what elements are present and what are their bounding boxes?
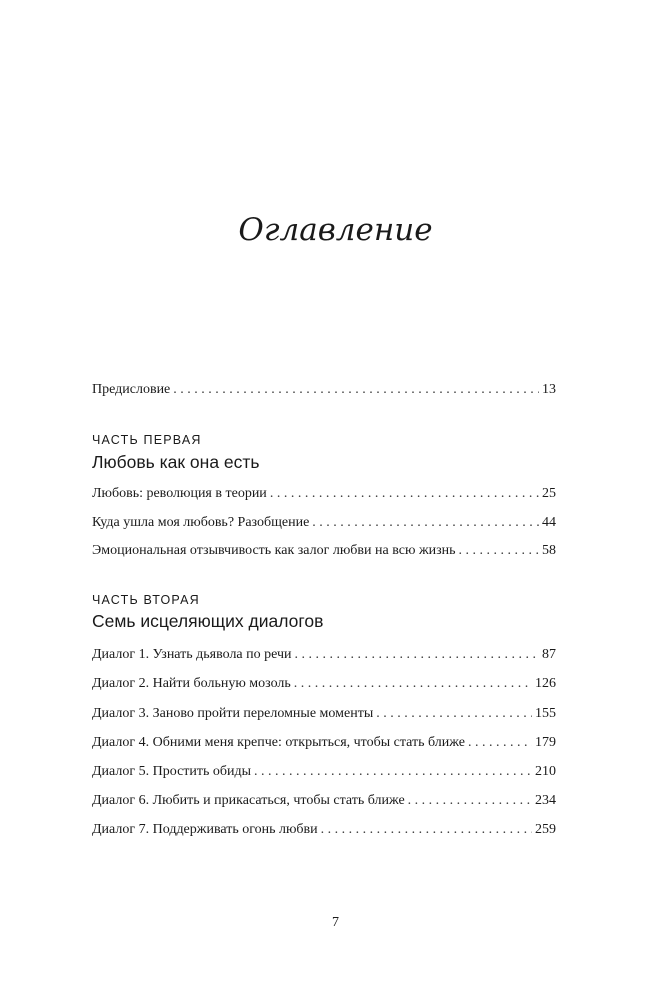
dot-leader bbox=[270, 484, 539, 504]
dot-leader bbox=[459, 541, 539, 561]
toc-entry[interactable] bbox=[92, 791, 556, 811]
entry-page-number: 13 bbox=[542, 382, 556, 397]
entry-label: Диалог 1. Узнать дьявола по речи bbox=[92, 647, 292, 662]
entry-label: Предисловие bbox=[92, 382, 171, 397]
entry-page-number: 44 bbox=[542, 515, 556, 530]
part-2-label: ЧАСТЬ ВТОРАЯ bbox=[92, 593, 200, 607]
entry-page-number: 58 bbox=[542, 543, 556, 558]
entry-label: Диалог 4. Обними меня крепче: открыться, чтобы стать ближе bbox=[92, 735, 465, 750]
dot-leader bbox=[312, 513, 539, 533]
entry-label: Эмоциональная отзывчивость как залог любви на всю жизнь bbox=[92, 543, 456, 558]
entry-page-number: 234 bbox=[535, 793, 556, 808]
dot-leader bbox=[468, 733, 532, 753]
entry-page-number: 126 bbox=[535, 676, 556, 691]
toc-entry[interactable] bbox=[92, 820, 556, 840]
entry-label: Диалог 7. Поддерживать огонь любви bbox=[92, 822, 318, 837]
entry-label: Любовь: революция в теории bbox=[92, 486, 267, 501]
entry-page-number: 155 bbox=[535, 706, 556, 721]
dot-leader bbox=[408, 791, 532, 811]
toc-entry[interactable] bbox=[92, 645, 556, 665]
toc-entry[interactable] bbox=[92, 704, 556, 724]
dot-leader bbox=[321, 820, 532, 840]
toc-entry[interactable] bbox=[92, 762, 556, 782]
dot-leader bbox=[173, 380, 539, 400]
entry-page-number: 87 bbox=[542, 647, 556, 662]
entry-label: Диалог 6. Любить и прикасаться, чтобы стать ближе bbox=[92, 793, 405, 808]
entry-page-number: 179 bbox=[535, 735, 556, 750]
entry-label: Куда ушла моя любовь? Разобщение bbox=[92, 515, 310, 530]
entry-label: Диалог 2. Найти больную мозоль bbox=[92, 676, 291, 691]
toc-entry[interactable] bbox=[92, 484, 556, 504]
entry-page-number: 259 bbox=[535, 822, 556, 837]
page-number: 7 bbox=[332, 915, 339, 930]
toc-entry[interactable] bbox=[92, 541, 556, 561]
entry-label: Диалог 5. Простить обиды bbox=[92, 764, 252, 779]
part-2-title: Семь исцеляющих диалогов bbox=[92, 611, 324, 631]
toc-entry[interactable] bbox=[92, 733, 556, 753]
toc-entry[interactable] bbox=[92, 674, 556, 694]
entry-page-number: 210 bbox=[535, 764, 556, 779]
part-1-label: ЧАСТЬ ПЕРВАЯ bbox=[92, 433, 202, 447]
entry-label: Диалог 3. Заново пройти переломные моменты bbox=[92, 706, 374, 721]
toc-title: Оглавление bbox=[238, 212, 433, 248]
toc-entry[interactable] bbox=[92, 513, 556, 533]
entry-page-number: 25 bbox=[542, 486, 556, 501]
dot-leader bbox=[295, 645, 539, 665]
dot-leader bbox=[294, 674, 532, 694]
dot-leader bbox=[254, 762, 532, 782]
toc-entry-preface[interactable] bbox=[92, 380, 556, 400]
dot-leader bbox=[376, 704, 532, 724]
part-1-title: Любовь как она есть bbox=[92, 452, 260, 472]
